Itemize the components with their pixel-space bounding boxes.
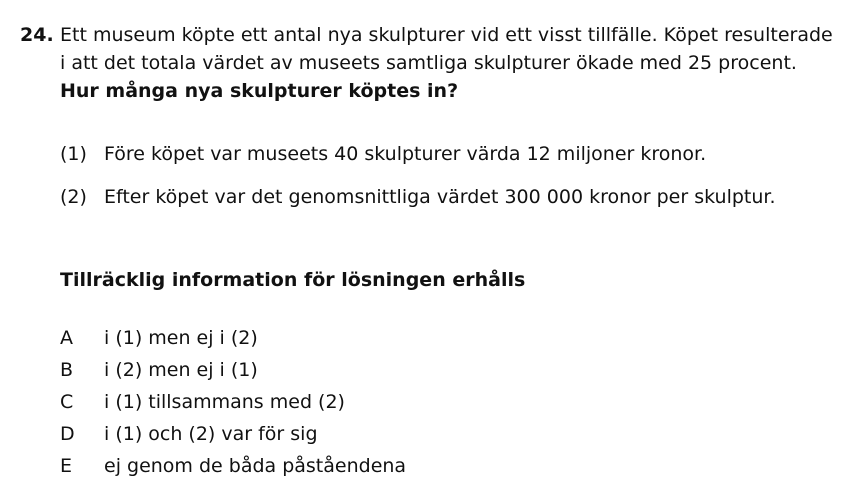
question-body: Ett museum köpte ett antal nya skulpturer vid ett visst tillfälle. Köpet resulterade i att det totala värdet av museets samtliga skulpturer ökade med 25 procent. xyxy=(60,24,833,74)
statement-1-text: Före köpet var museets 40 skulpturer värda 12 miljoner kronor. xyxy=(104,143,707,165)
option-letter: D xyxy=(60,423,75,445)
statement-2 xyxy=(60,184,776,210)
question-text xyxy=(60,21,840,105)
option-letter: B xyxy=(60,359,74,381)
statement-1 xyxy=(60,141,706,167)
option-e[interactable] xyxy=(60,450,406,482)
option-b[interactable] xyxy=(60,354,406,386)
option-text: ej genom de båda påståendena xyxy=(104,455,407,477)
option-text: i (1) och (2) var för sig xyxy=(104,423,318,445)
question-prompt: Hur många nya skulpturer köptes in? xyxy=(60,80,459,102)
statement-2-label: (2) xyxy=(60,186,87,208)
statement-2-text: Efter köpet var det genomsnittliga värdet 300 000 kronor per skulptur. xyxy=(104,186,776,208)
option-letter: A xyxy=(60,327,73,349)
statement-1-label: (1) xyxy=(60,143,87,165)
option-text: i (1) tillsammans med (2) xyxy=(104,391,345,413)
option-letter: E xyxy=(60,455,73,477)
option-a[interactable] xyxy=(60,322,406,354)
answer-options xyxy=(60,322,406,482)
question-number: 24. xyxy=(20,24,54,46)
option-d[interactable] xyxy=(60,418,406,450)
sufficiency-heading: Tillräcklig information för lösningen erhålls xyxy=(60,269,526,291)
option-letter: C xyxy=(60,391,74,413)
option-text: i (2) men ej i (1) xyxy=(104,359,258,381)
option-c[interactable] xyxy=(60,386,406,418)
option-text: i (1) men ej i (2) xyxy=(104,327,258,349)
